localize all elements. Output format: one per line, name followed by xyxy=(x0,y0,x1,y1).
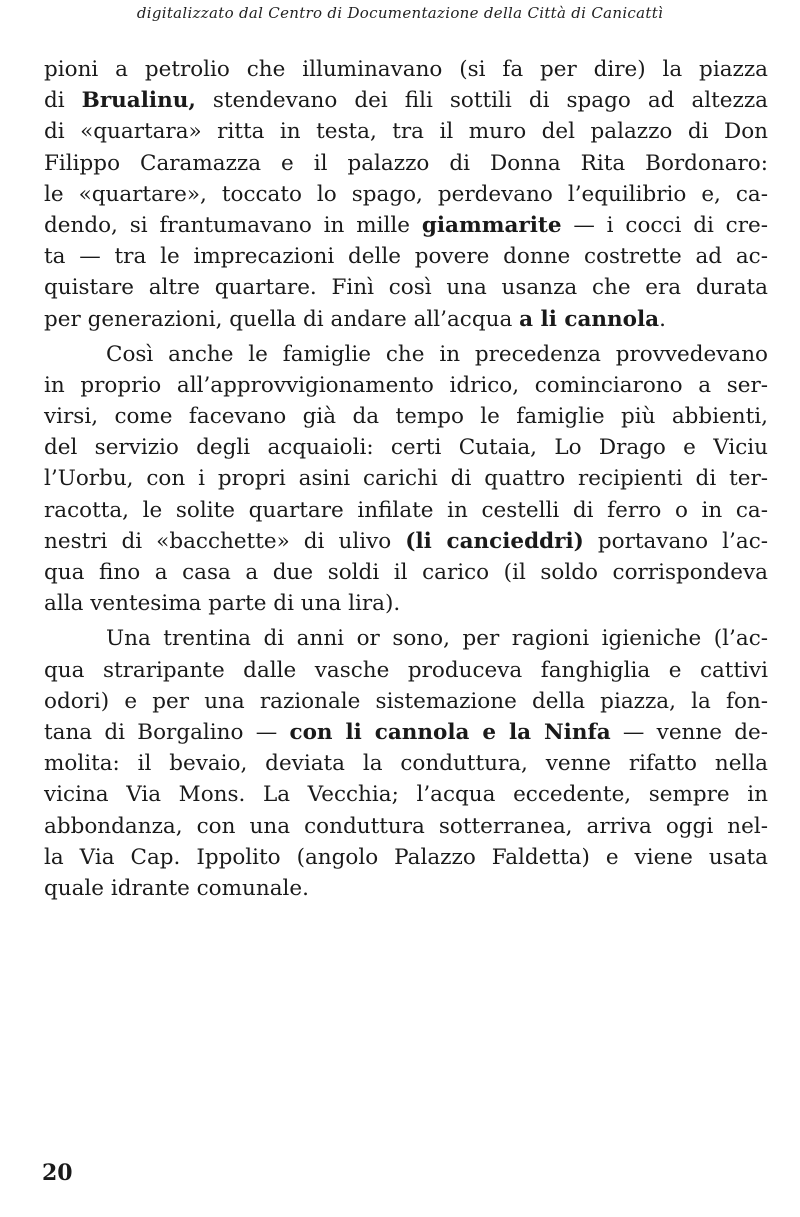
text-line xyxy=(44,655,768,686)
bold-term: Brualinu, xyxy=(81,88,196,114)
text-run: molita: il bevaio, deviata la conduttura, venne rifatto nella xyxy=(44,751,768,777)
text-run: — venne de- xyxy=(610,719,768,745)
text-line xyxy=(44,717,768,748)
bold-term: (li cancieddri) xyxy=(405,528,584,554)
text-line xyxy=(44,54,768,85)
text-run: di xyxy=(44,88,82,114)
text-line xyxy=(44,748,768,779)
text-run: la Via Cap. Ippolito (angolo Palazzo Faldetta) e viene usata xyxy=(44,844,768,870)
text-run: . xyxy=(659,306,666,332)
text-line xyxy=(44,85,768,116)
text-run: alla ventesima parte di una lira). xyxy=(44,591,401,617)
page-number: 20 xyxy=(42,1160,73,1186)
text-line xyxy=(44,339,768,370)
text-line xyxy=(44,116,768,147)
text-line xyxy=(44,463,768,494)
paragraph xyxy=(44,339,768,620)
text-line xyxy=(44,241,768,272)
text-run: le «quartare», toccato lo spago, perdevano l’equilibrio e, ca- xyxy=(44,181,768,207)
text-run: ta — tra le imprecazioni delle povere donne costrette ad ac- xyxy=(44,244,768,270)
text-line xyxy=(44,495,768,526)
text-run: vicina Via Mons. La Vecchia; l’acqua eccedente, sempre in xyxy=(44,782,768,808)
digitization-watermark: digitalizzato dal Centro di Documentazione della Città di Canicattì xyxy=(136,4,664,22)
text-run: l’Uorbu, con i propri asini carichi di quattro recipienti di ter- xyxy=(44,466,768,492)
text-run: Così anche le famiglie che in precedenza provvedevano xyxy=(106,341,768,367)
text-run: in proprio all’approvvigionamento idrico, cominciarono a ser- xyxy=(44,372,768,398)
text-line xyxy=(44,842,768,873)
bold-term: giammarite xyxy=(421,212,562,238)
text-run: di «quartara» ritta in testa, tra il muro del palazzo di Don xyxy=(44,119,768,145)
paragraph xyxy=(44,54,768,335)
text-line xyxy=(44,588,768,619)
text-line xyxy=(44,401,768,432)
text-run: — i cocci di cre- xyxy=(561,212,768,238)
text-line xyxy=(44,779,768,810)
text-run: del servizio degli acquaioli: certi Cutaia, Lo Drago e Viciu xyxy=(44,435,768,461)
text-run: Filippo Caramazza e il palazzo di Donna Rita Bordonaro: xyxy=(44,150,768,176)
text-line xyxy=(44,432,768,463)
text-line xyxy=(44,686,768,717)
text-line xyxy=(44,179,768,210)
text-run: portavano l’ac- xyxy=(583,528,768,554)
text-line xyxy=(44,526,768,557)
text-line xyxy=(44,210,768,241)
paragraph xyxy=(44,623,768,904)
text-line xyxy=(44,148,768,179)
bold-term: con li cannola e la Ninfa xyxy=(289,719,611,745)
text-line xyxy=(44,873,768,904)
text-run: dendo, si frantumavano in mille xyxy=(44,212,422,238)
text-line xyxy=(44,272,768,303)
text-run: qua fino a casa a due soldi il carico (il soldo corrispondeva xyxy=(44,560,768,585)
text-line xyxy=(44,811,768,842)
text-run: qua straripante dalle vasche produceva fanghiglia e cattivi xyxy=(44,657,768,683)
text-run: tana di Borgalino — xyxy=(44,719,290,745)
text-line xyxy=(44,623,768,654)
text-run: Una trentina di anni or sono, per ragioni igieniche (l’ac- xyxy=(106,626,768,652)
text-run: racotta, le solite quartare infilate in cestelli di ferro o in ca- xyxy=(44,497,768,523)
text-line xyxy=(44,304,768,335)
text-run: per generazioni, quella di andare all’acqua xyxy=(44,306,520,332)
text-run: pioni a petrolio che illuminavano (si fa per dire) la piazza xyxy=(44,57,768,82)
text-run: quistare altre quartare. Finì così una usanza che era durata xyxy=(44,275,768,301)
text-run: abbondanza, con una conduttura sotterranea, arriva oggi nel- xyxy=(44,813,768,839)
text-run: stendevano dei fili sottili di spago ad altezza xyxy=(195,88,768,114)
text-run: virsi, come facevano già da tempo le famiglie più abbienti, xyxy=(44,404,768,430)
text-line xyxy=(44,370,768,401)
text-run: odori) e per una razionale sistemazione della piazza, la fon- xyxy=(44,688,768,714)
text-line xyxy=(44,557,768,588)
text-run: nestri di «bacchette» di ulivo xyxy=(44,528,406,554)
bold-term: a li cannola xyxy=(519,306,660,332)
page-text xyxy=(44,54,768,904)
text-run: quale idrante comunale. xyxy=(44,875,309,901)
